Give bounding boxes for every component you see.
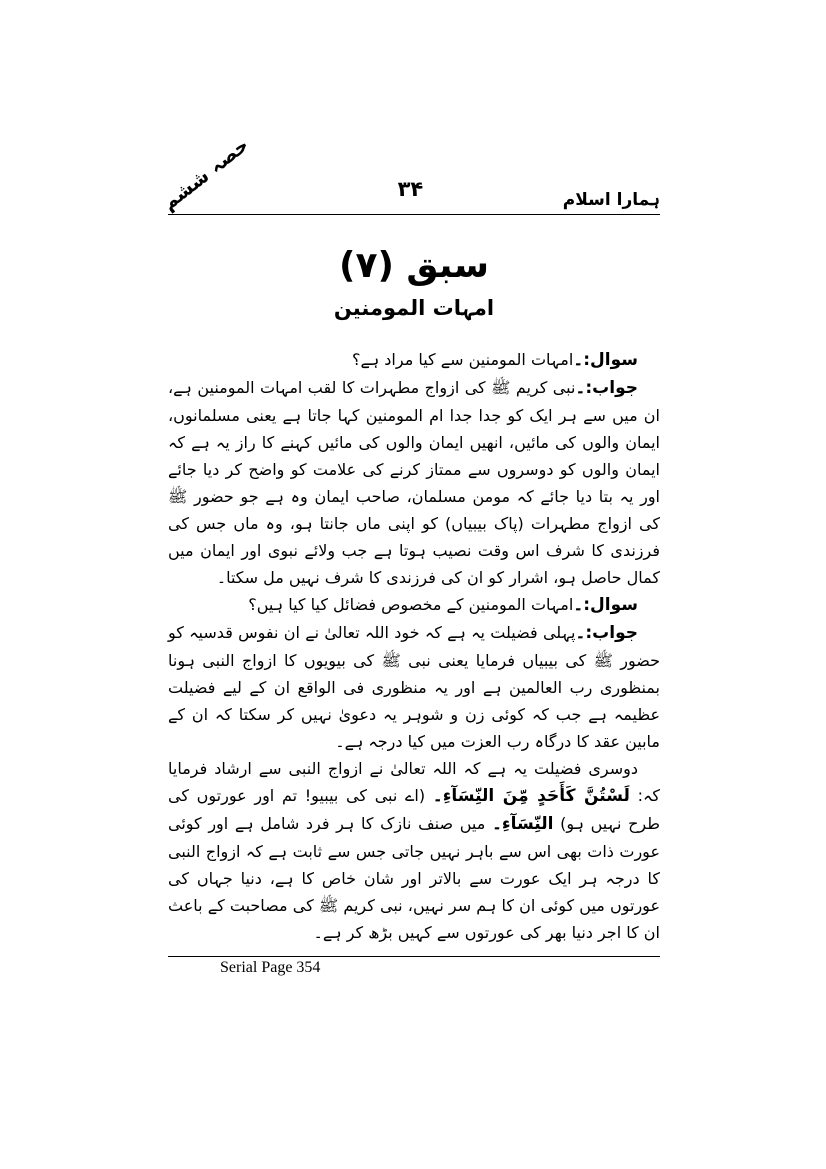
answer-text: پہلی فضیلت یہ ہے کہ خود اللہ تعالیٰ نے ان نفوس قدسیہ کو حضور ﷺ کی بیبیاں فرمایا یعنی نبی ﷺ کی بیویوں کا ازواج النبی ہونا بمنظوری رب العالمین ہے اور یہ منظوری فی الواقع ان کے لیے فضیلت عظیمہ ہے جب کہ کوئی زن و شوہر یہ دعویٰ نہیں کر سکتا کہ ان کے مابین عقد کا درگاہ رب العزت میں کیا درجہ ہے۔ [168, 623, 660, 751]
part-mark: حصہ ششم [158, 133, 253, 215]
page-content [158, 133, 660, 977]
lesson-subtitle: امہات المومنین [333, 296, 495, 320]
lesson-body [168, 346, 660, 946]
answer-text: میں صنف نازک کا ہر فرد شامل ہے اور کوئی عورت ذات بھی اس سے باہر نہیں جاتی جس سے ثابت ہے کہ ازواج النبی کا درجہ ہر ایک عورت سے بالاتر اور شان خاص کا ہے، دنیا جہاں کی عورتوں میں کوئی ان کا ہم سر نہیں، نبی کریم ﷺ کی مصاحبت کے باعث ان کا اجر دنیا بھر کی عورتوں سے کہیں بڑھ کر ہے۔ [168, 814, 660, 942]
answer-2 [168, 619, 660, 755]
answer-text: دوسری فضیلت یہ ہے کہ اللہ تعالیٰ نے ازواج النبی سے ارشاد فرمایا کہ: [168, 759, 660, 805]
answer-label: جواب:۔ [575, 623, 638, 643]
quran-quote: لَسْتُنَّ كَأَحَدٍ مِّنَ النِّسَآءِ۔ [432, 786, 630, 806]
answer-text: نبی کریم ﷺ کی ازواج مطہرات کا لقب امہات المومنین ہے، ان میں سے ہر ایک کو جدا جدا ام المومنین کہا جاتا ہے یعنی مسلمانوں، ایمان والوں کی مائیں، انھیں ایمان والوں کی مائیں کہنے کا راز یہ ہے کہ ایمان والوں کو دوسروں سے ممتاز کرنے کی علامت کو واضح کر دیا جائے اور یہ بتا دیا جائے کہ مومن مسلمان، صاحب ایمان وہ ہے جو حضور ﷺ کی ازواج مطہرات (پاک بیبیاں) کو اپنی ماں جانتا ہو، وہ ماں جس کی فرزندی کا شرف اس وقت نصیب ہوتا ہے جب ولائے نبوی اور ایمان میں کمال حاصل ہو، اشرار کو ان کی فرزندی کا شرف نہیں مل سکتا۔ [168, 378, 660, 587]
question-label: سوال:۔ [573, 350, 638, 370]
translation-text: (اے نبی کی بیبیو! تم اور عورتوں کی طرح نہیں ہو) [168, 786, 660, 833]
answer-label: جواب:۔ [575, 378, 638, 398]
question-2 [168, 591, 660, 619]
lesson-title: سبق (۷) [339, 245, 489, 286]
page-header [158, 133, 660, 215]
question-1 [168, 346, 660, 374]
question-text: امہات المومنین کے مخصوص فضائل کیا کیا ہیں؟ [248, 595, 574, 614]
quran-word: النِّسَآءِ۔ [491, 814, 554, 834]
question-label: سوال:۔ [573, 595, 638, 615]
answer-1 [168, 374, 660, 591]
answer-2-continued [168, 755, 660, 946]
book-title: ہمارا اسلام [562, 190, 660, 210]
page-number: ۳۴ [397, 177, 424, 201]
serial-page-label: Serial Page 354 [220, 959, 321, 976]
question-text: امہات المومنین سے کیا مراد ہے؟ [351, 350, 574, 369]
page-footer [168, 956, 660, 977]
